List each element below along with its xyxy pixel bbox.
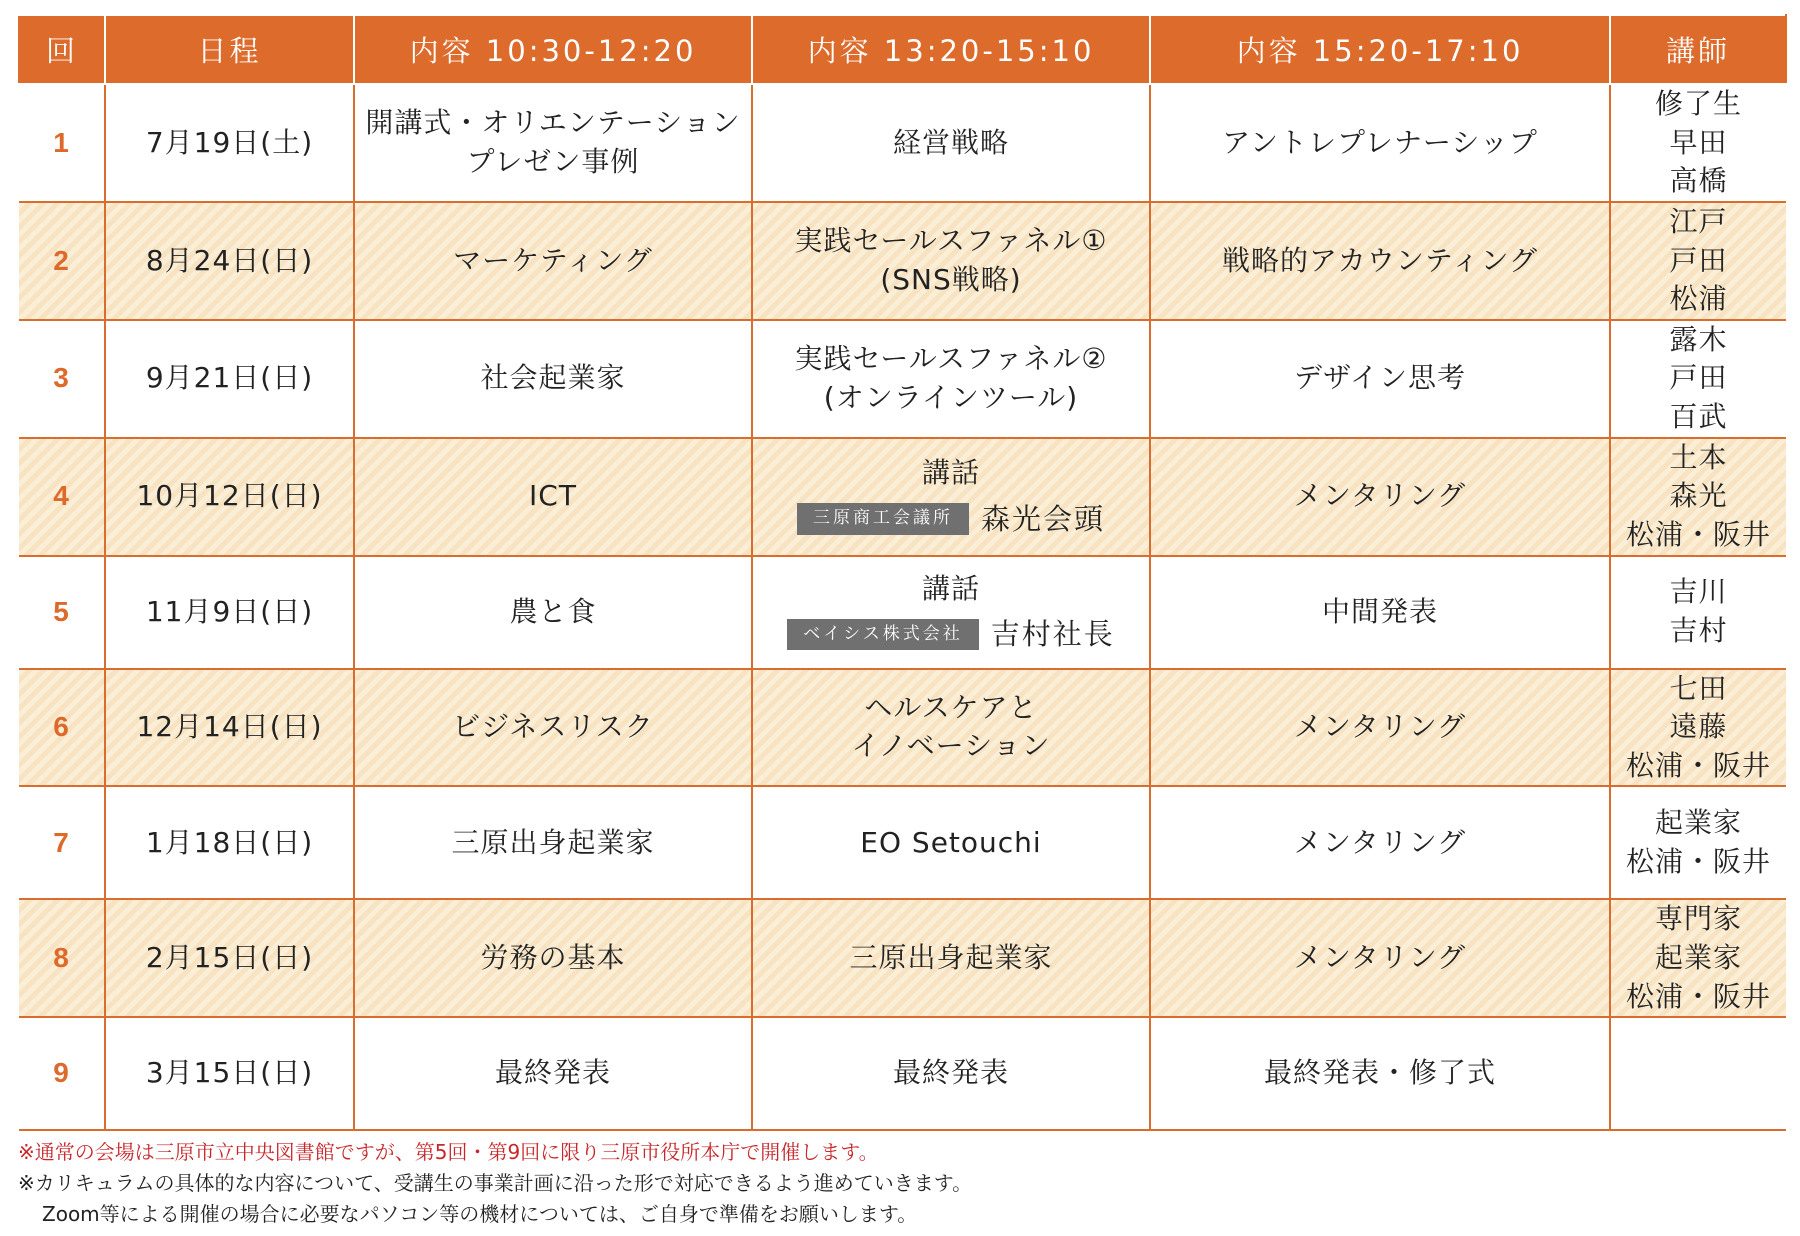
teacher-name-line: 遠藤	[1669, 710, 1728, 744]
afternoon1-content-line: 実践セールスファネル①	[794, 224, 1108, 258]
afternoon1-content	[752, 202, 1150, 320]
afternoon1-content-line: イノベーション	[851, 729, 1051, 763]
teacher-list	[1610, 786, 1786, 899]
teacher-name-line: 露木	[1669, 322, 1728, 356]
afternoon2-content	[1150, 669, 1610, 787]
morning-content	[354, 899, 752, 1017]
talk-title: 講話	[921, 456, 980, 490]
table-row	[19, 320, 1786, 438]
header-round: 回	[19, 15, 105, 84]
teacher-list	[1610, 556, 1786, 669]
table-header	[19, 15, 1786, 84]
header-am: 内容 10:30-12:20	[354, 15, 752, 84]
afternoon2-content-line: メンタリング	[1293, 710, 1467, 744]
header-date: 日程	[105, 15, 354, 84]
afternoon1-content-line: (オンラインツール)	[823, 380, 1079, 414]
afternoon1-content-line: EO Setouchi	[860, 825, 1042, 859]
morning-content-line: プレゼン事例	[466, 144, 640, 178]
teacher-list	[1610, 438, 1786, 556]
morning-content-line: ビジネスリスク	[452, 710, 654, 744]
speaker-name: 森光会頭	[980, 501, 1105, 536]
table-row	[19, 1017, 1786, 1130]
afternoon2-content	[1150, 202, 1610, 320]
session-number: 8	[19, 899, 105, 1017]
zoom-note: Zoom等による開催の場合に必要なパソコン等の機材については、ご自身で準備をお願いします。	[42, 1202, 918, 1226]
teacher-list	[1610, 320, 1786, 438]
teacher-name-line: 戸田	[1669, 361, 1728, 395]
afternoon2-content-line: メンタリング	[1293, 941, 1467, 974]
curriculum-note: ※カリキュラムの具体的な内容について、受講生の事業計画に沿った形で対応できるよう進めていきます。	[18, 1171, 973, 1195]
afternoon2-content	[1150, 556, 1610, 669]
teacher-name-line: 起業家	[1654, 806, 1742, 840]
morning-content	[354, 84, 752, 202]
morning-content	[354, 786, 752, 899]
afternoon1-content-line: 最終発表	[892, 1056, 1009, 1090]
afternoon1-content-line: 三原出身起業家	[849, 941, 1053, 974]
session-number: 3	[19, 320, 105, 438]
afternoon1-content	[752, 899, 1150, 1017]
table-row	[19, 786, 1786, 899]
afternoon1-content	[752, 669, 1150, 787]
talk-speaker-line	[753, 499, 1149, 539]
teacher-name-line: 専門家	[1654, 902, 1742, 936]
organization-badge: 三原商工会議所	[797, 503, 969, 534]
session-number: 9	[19, 1017, 105, 1130]
teacher-list	[1610, 202, 1786, 320]
table-row	[19, 899, 1786, 1017]
session-date: 2月15日(日)	[105, 899, 354, 1017]
table-row	[19, 556, 1786, 669]
afternoon2-content-line: メンタリング	[1293, 479, 1467, 513]
morning-content	[354, 438, 752, 556]
afternoon2-content	[1150, 786, 1610, 899]
talk-speaker-line	[753, 614, 1149, 654]
session-date: 1月18日(日)	[105, 786, 354, 899]
teacher-name-line: 森光	[1669, 479, 1728, 513]
afternoon2-content-line: デザイン思考	[1293, 361, 1467, 395]
afternoon2-content	[1150, 320, 1610, 438]
afternoon1-content-line: (SNS戦略)	[880, 262, 1022, 296]
session-number: 7	[19, 786, 105, 899]
teacher-list	[1610, 669, 1786, 787]
session-number: 6	[19, 669, 105, 787]
afternoon1-content	[752, 320, 1150, 438]
morning-content	[354, 320, 752, 438]
teacher-name-line: 高橋	[1669, 164, 1728, 198]
header-pm1: 内容 13:20-15:10	[752, 15, 1150, 84]
afternoon2-content-line: 戦略的アカウンティング	[1222, 243, 1538, 277]
organization-badge: ベイシス株式会社	[787, 619, 979, 650]
morning-content-line: 最終発表	[494, 1056, 611, 1090]
teacher-list	[1610, 84, 1786, 202]
session-date: 3月15日(日)	[105, 1017, 354, 1130]
session-date: 12月14日(日)	[105, 669, 354, 787]
speaker-name: 吉村社長	[990, 617, 1115, 652]
teacher-name-line: 土本	[1669, 440, 1728, 474]
teacher-name-line: 松浦・阪井	[1625, 748, 1771, 782]
teacher-name-line: 松浦	[1669, 282, 1728, 316]
schedule-table	[18, 14, 1787, 1131]
morning-content	[354, 1017, 752, 1130]
session-number: 4	[19, 438, 105, 556]
teacher-list	[1610, 899, 1786, 1017]
teacher-name-line: 七田	[1669, 671, 1728, 705]
afternoon1-content	[752, 556, 1150, 669]
footnotes	[18, 1137, 972, 1230]
morning-content	[354, 556, 752, 669]
afternoon1-content	[752, 438, 1150, 556]
talk-title: 講話	[921, 571, 980, 605]
afternoon2-content	[1150, 1017, 1610, 1130]
teacher-name-line: 起業家	[1654, 941, 1742, 974]
session-date: 9月21日(日)	[105, 320, 354, 438]
morning-content	[354, 669, 752, 787]
afternoon1-content-line: ヘルスケアと	[864, 690, 1038, 724]
teacher-name-line: 松浦・阪井	[1625, 979, 1771, 1013]
afternoon2-content	[1150, 84, 1610, 202]
morning-content-line: ICT	[529, 479, 577, 513]
afternoon1-content-line: 実践セールスファネル②	[794, 342, 1108, 376]
teacher-name-line: 松浦・阪井	[1625, 844, 1771, 878]
session-number: 2	[19, 202, 105, 320]
session-date: 8月24日(日)	[105, 202, 354, 320]
session-date: 11月9日(日)	[105, 556, 354, 669]
session-number: 1	[19, 84, 105, 202]
afternoon1-content-line: 経営戦略	[892, 125, 1009, 159]
teacher-name-line: 百武	[1669, 400, 1728, 433]
morning-content-line: 農と食	[509, 594, 597, 628]
afternoon2-content	[1150, 438, 1610, 556]
morning-content-line: マーケティング	[453, 243, 653, 277]
table-row	[19, 438, 1786, 556]
morning-content	[354, 202, 752, 320]
teacher-name-line: 早田	[1669, 125, 1728, 159]
teacher-name-line: 吉村	[1669, 614, 1728, 647]
teacher-name-line: 修了生	[1654, 87, 1742, 120]
afternoon1-content	[752, 84, 1150, 202]
session-date: 7月19日(土)	[105, 84, 354, 202]
afternoon1-content	[752, 786, 1150, 899]
morning-content-line: 三原出身起業家	[451, 825, 655, 859]
teacher-name-line: 江戸	[1669, 204, 1728, 238]
venue-note: ※通常の会場は三原市立中央図書館ですが、第5回・第9回に限り三原市役所本庁で開催します。	[18, 1140, 879, 1164]
afternoon2-content-line: アントレプレナーシップ	[1222, 125, 1538, 159]
morning-content-line: 労務の基本	[480, 941, 626, 974]
header-pm2: 内容 15:20-17:10	[1150, 15, 1610, 84]
table-row	[19, 669, 1786, 787]
teacher-list	[1610, 1017, 1786, 1130]
afternoon1-content	[752, 1017, 1150, 1130]
table-row	[19, 202, 1786, 320]
morning-content-line: 開講式・オリエンテーション	[365, 106, 741, 140]
table-row	[19, 84, 1786, 202]
afternoon2-content	[1150, 899, 1610, 1017]
afternoon2-content-line: 最終発表・修了式	[1263, 1056, 1496, 1090]
afternoon2-content-line: メンタリング	[1293, 825, 1467, 859]
session-number: 5	[19, 556, 105, 669]
teacher-name-line: 松浦・阪井	[1625, 517, 1771, 551]
header-teacher: 講師	[1610, 15, 1786, 84]
morning-content-line: 社会起業家	[480, 361, 626, 395]
session-date: 10月12日(日)	[105, 438, 354, 556]
teacher-name-line: 吉川	[1669, 575, 1728, 609]
teacher-name-line: 戸田	[1669, 243, 1728, 277]
afternoon2-content-line: 中間発表	[1321, 594, 1438, 628]
